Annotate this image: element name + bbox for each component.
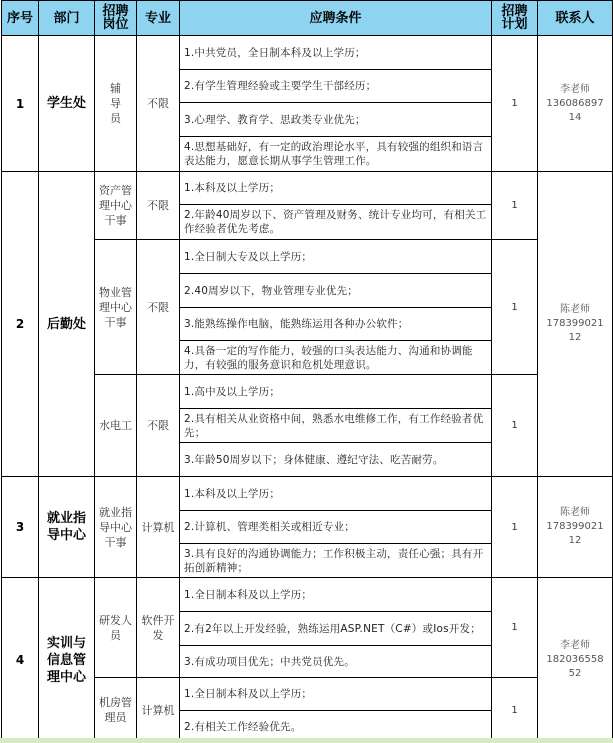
condition-cell: 1.全日制本科及以上学历； [180, 678, 492, 711]
bottom-scroll-strip [0, 738, 613, 743]
position-cell: 就业指导中心干事 [95, 477, 137, 578]
condition-cell: 1.本科及以上学历； [180, 172, 492, 205]
major-cell: 不限 [137, 240, 180, 375]
plan-cell: 1 [492, 172, 538, 240]
contact-phone: 178399021 [546, 521, 604, 532]
condition-cell: 4.思想基础好，有一定的政治理论水平，具有较强的组织和语言表达能力，愿意长期从事学生管理工作。 [180, 137, 492, 172]
contact-name: 李老师 [560, 83, 590, 95]
position-cell: 研发人员 [95, 578, 137, 678]
contact-phone: 178399021 [546, 318, 604, 329]
plan-cell: 1 [492, 678, 538, 743]
dept-cell: 就业指导中心 [39, 477, 95, 578]
condition-cell: 2.40周岁以下，物业管理专业优先； [180, 274, 492, 308]
condition-cell: 1.本科及以上学历； [180, 477, 492, 511]
dept-cell: 实训与信息管理中心 [39, 578, 95, 743]
condition-cell: 2.具有相关从业资格中间，熟悉水电维修工作，有工作经验者优先； [180, 409, 492, 443]
header-contact: 联系人 [538, 1, 613, 36]
header-seq: 序号 [2, 1, 39, 36]
condition-cell: 1.高中及以上学历； [180, 375, 492, 409]
recruitment-table [1, 0, 613, 743]
contact-cell [538, 36, 613, 172]
position-cell: 物业管理中心干事 [95, 240, 137, 375]
header-conditions: 应聘条件 [180, 1, 492, 36]
condition-cell: 2.有学生管理经验或主要学生干部经历； [180, 70, 492, 103]
condition-cell: 1.全日制大专及以上学历； [180, 240, 492, 274]
plan-cell: 1 [492, 375, 538, 477]
plan-cell: 1 [492, 477, 538, 578]
seq-cell: 2 [2, 172, 39, 477]
major-cell: 计算机 [137, 678, 180, 743]
contact-phone-tail: 12 [568, 535, 582, 546]
position-cell: 资产管理中心干事 [95, 172, 137, 240]
condition-cell: 2.计算机、管理类相关或相近专业； [180, 511, 492, 544]
table-row [2, 477, 613, 511]
dept-cell: 学生处 [39, 36, 95, 172]
header-row [2, 1, 613, 36]
contact-phone-tail: 12 [568, 332, 582, 343]
contact-cell [538, 172, 613, 477]
condition-cell: 1.中共党员，全日制本科及以上学历； [180, 36, 492, 70]
condition-cell: 3.有成功项目优先；中共党员优先。 [180, 646, 492, 678]
header-major: 专业 [137, 1, 180, 36]
table-row [2, 578, 613, 612]
contact-cell [538, 477, 613, 578]
seq-cell: 1 [2, 36, 39, 172]
condition-cell: 2.年龄40周岁以下、资产管理及财务、统计专业均可，有相关工作经验者优先考虑。 [180, 205, 492, 240]
major-cell: 软件开发 [137, 578, 180, 678]
condition-cell: 2.有2年以上开发经验，熟练运用ASP.NET（C#）或Ios开发； [180, 612, 492, 646]
condition-cell: 3.具有良好的沟通协调能力；工作积极主动，责任心强；具有开拓创新精神； [180, 544, 492, 578]
contact-phone-tail: 14 [568, 111, 582, 123]
condition-cell: 1.全日制本科及以上学历； [180, 578, 492, 612]
condition-cell: 3.年龄50周岁以下；身体健康、遵纪守法、吃苦耐劳。 [180, 443, 492, 477]
position-cell: 辅导员 [95, 36, 137, 172]
plan-cell: 1 [492, 578, 538, 678]
plan-cell: 1 [492, 36, 538, 172]
header-dept: 部门 [39, 1, 95, 36]
condition-cell: 3.能熟练操作电脑，能熟练运用各种办公软件； [180, 308, 492, 341]
contact-name: 陈老师 [560, 304, 590, 315]
contact-name: 李老师 [560, 640, 590, 651]
contact-phone: 136086897 [546, 97, 604, 109]
seq-cell: 4 [2, 578, 39, 743]
major-cell: 不限 [137, 36, 180, 172]
major-cell: 不限 [137, 172, 180, 240]
condition-cell: 3.心理学、教育学、思政类专业优先； [180, 103, 492, 137]
table-row [2, 36, 613, 70]
position-cell: 水电工 [95, 375, 137, 477]
major-cell: 不限 [137, 375, 180, 477]
condition-cell: 4.具备一定的写作能力，较强的口头表达能力、沟通和协调能力，有较强的服务意识和危机处理意识。 [180, 341, 492, 375]
contact-phone: 182036558 [546, 654, 604, 665]
major-cell: 计算机 [137, 477, 180, 578]
header-position: 招聘岗位 [95, 1, 137, 36]
condition-cell: 2.有相关工作经验优先。 [180, 711, 492, 743]
table-row [2, 172, 613, 205]
header-plan: 招聘计划 [492, 1, 538, 36]
contact-cell [538, 578, 613, 743]
contact-phone-tail: 52 [568, 668, 582, 679]
contact-name: 陈老师 [560, 507, 590, 518]
plan-cell: 1 [492, 240, 538, 375]
dept-cell: 后勤处 [39, 172, 95, 477]
seq-cell: 3 [2, 477, 39, 578]
position-cell: 机房管理员 [95, 678, 137, 743]
